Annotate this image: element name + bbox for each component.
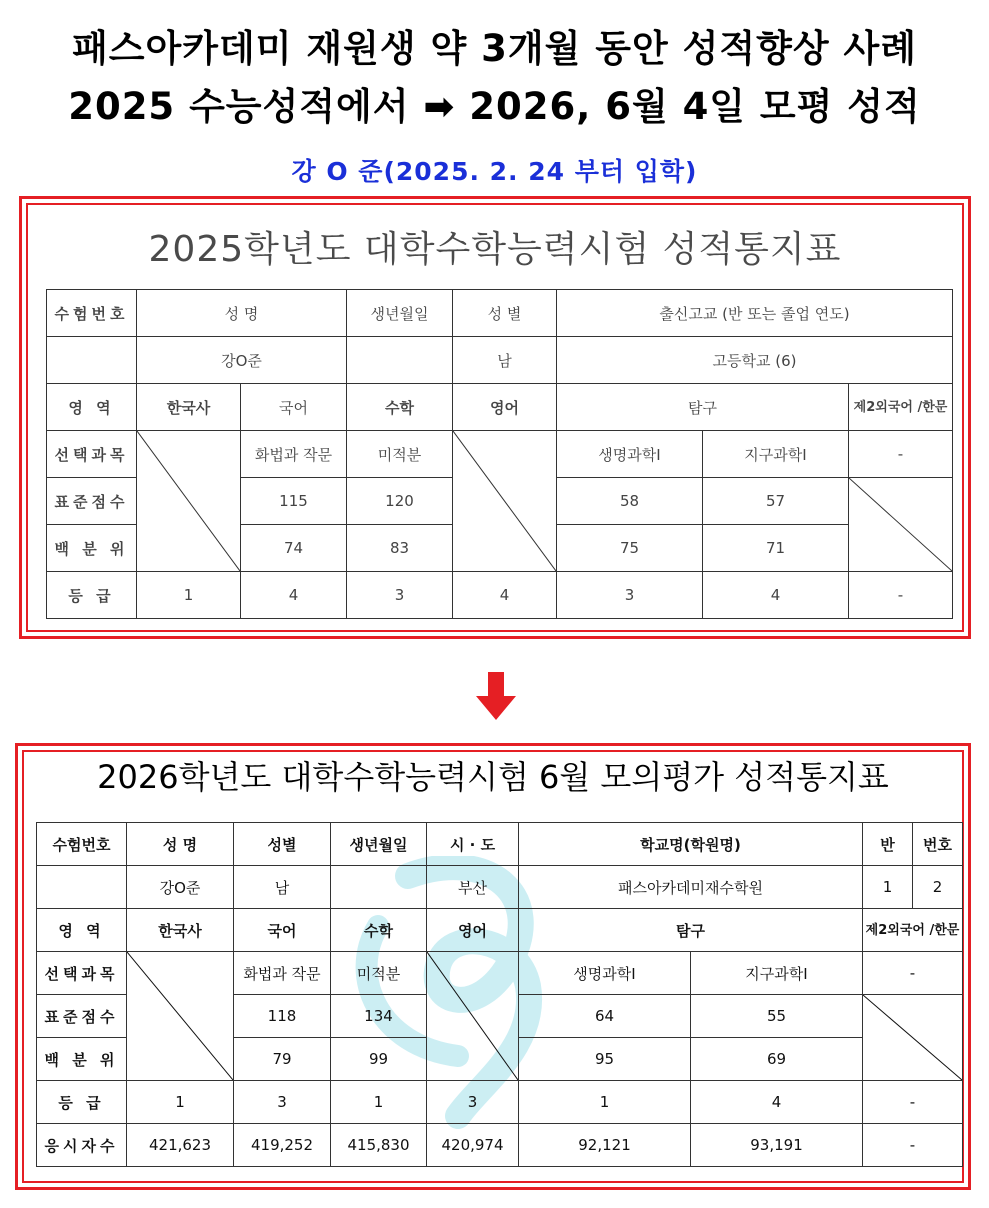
row-label-takers: 응시자수: [37, 1124, 127, 1167]
table-row: [37, 823, 963, 866]
header-number: 번호: [913, 823, 963, 866]
elective-math: 미적분: [347, 431, 453, 478]
report-2026-frame: [15, 743, 971, 1190]
headline-title: 패스아카데미 재원생 약 3개월 동안 성적향상 사례: [72, 27, 917, 70]
percentile-inquiry-1: 95: [519, 1038, 691, 1081]
info-exam-no: [47, 337, 137, 384]
info-school: 패스아카데미재수학원: [519, 866, 863, 909]
percentile-korean: 74: [241, 525, 347, 572]
info-school: 고등학교 (6): [557, 337, 953, 384]
info-gender: 남: [453, 337, 557, 384]
subject-english: 영어: [427, 909, 519, 952]
grade-inquiry-2: 4: [703, 572, 849, 619]
english-diagonal-cell: [427, 952, 519, 1081]
info-name: 강O준: [127, 866, 234, 909]
info-birth: [347, 337, 453, 384]
info-number: 2: [913, 866, 963, 909]
subject-math: 수학: [331, 909, 427, 952]
info-region: 부산: [427, 866, 519, 909]
grade-history: 1: [127, 1081, 234, 1124]
table-row: [47, 572, 953, 619]
info-gender: 남: [234, 866, 331, 909]
elective-second-lang: -: [849, 431, 953, 478]
info-name: 강O준: [137, 337, 347, 384]
row-label-grade: 등 급: [47, 572, 137, 619]
subject-second-lang: 제2외국어 /한문: [863, 909, 963, 952]
standard-korean: 115: [241, 478, 347, 525]
standard-inquiry-2: 55: [691, 995, 863, 1038]
elective-korean: 화법과 작문: [241, 431, 347, 478]
header-school: 출신고교 (반 또는 졸업 연도): [557, 290, 953, 337]
down-arrow-icon: [476, 672, 516, 720]
table-row: [37, 909, 963, 952]
percentile-inquiry-1: 75: [557, 525, 703, 572]
percentile-math: 99: [331, 1038, 427, 1081]
info-birth: [331, 866, 427, 909]
grade-math: 1: [331, 1081, 427, 1124]
grade-english: 3: [427, 1081, 519, 1124]
row-label-percentile: 백 분 위: [47, 525, 137, 572]
grade-history: 1: [137, 572, 241, 619]
report-2025-frame: [19, 196, 971, 639]
takers-english: 420,974: [427, 1124, 519, 1167]
elective-inquiry-2: 지구과학Ⅰ: [703, 431, 849, 478]
subject-second-lang: 제2외국어 /한문: [849, 384, 953, 431]
header-region: 시 · 도: [427, 823, 519, 866]
second-lang-diagonal-cell: [849, 478, 953, 572]
elective-inquiry-1: 생명과학Ⅰ: [519, 952, 691, 995]
grade-korean: 4: [241, 572, 347, 619]
headline-subtitle: 2025 수능성적에서 ➡ 2026, 6월 4일 모평 성적: [68, 85, 921, 128]
elective-korean: 화법과 작문: [234, 952, 331, 995]
standard-inquiry-2: 57: [703, 478, 849, 525]
takers-math: 415,830: [331, 1124, 427, 1167]
grade-second-lang: -: [863, 1081, 963, 1124]
row-label-elective: 선택과목: [47, 431, 137, 478]
row-label-area: 영 역: [47, 384, 137, 431]
takers-inquiry-2: 93,191: [691, 1124, 863, 1167]
header-name: 성 명: [137, 290, 347, 337]
elective-inquiry-2: 지구과학Ⅰ: [691, 952, 863, 995]
info-class: 1: [863, 866, 913, 909]
grade-inquiry-1: 3: [557, 572, 703, 619]
elective-second-lang: -: [863, 952, 963, 995]
percentile-inquiry-2: 69: [691, 1038, 863, 1081]
header-birth: 생년월일: [347, 290, 453, 337]
header-exam-no: 수험번호: [37, 823, 127, 866]
subject-english: 영어: [453, 384, 557, 431]
standard-math: 120: [347, 478, 453, 525]
table-row: [37, 1081, 963, 1124]
standard-korean: 118: [234, 995, 331, 1038]
grade-second-lang: -: [849, 572, 953, 619]
subject-korean: 국어: [234, 909, 331, 952]
table-row: [37, 1124, 963, 1167]
header-exam-no: 수험번호: [47, 290, 137, 337]
grade-math: 3: [347, 572, 453, 619]
history-diagonal-cell: [127, 952, 234, 1081]
table-row: [47, 290, 953, 337]
header-gender: 성 별: [453, 290, 557, 337]
report-2025-title: 2025학년도 대학수학능력시험 성적통지표: [148, 229, 842, 270]
table-row: [47, 384, 953, 431]
takers-korean: 419,252: [234, 1124, 331, 1167]
subject-inquiry: 탐구: [519, 909, 863, 952]
percentile-math: 83: [347, 525, 453, 572]
header-school: 학교명(학원명): [519, 823, 863, 866]
subject-math: 수학: [347, 384, 453, 431]
student-caption: 강 O 준(2025. 2. 24 부터 입학): [291, 157, 698, 186]
row-label-standard: 표준점수: [47, 478, 137, 525]
standard-math: 134: [331, 995, 427, 1038]
table-row: [47, 431, 953, 478]
percentile-inquiry-2: 71: [703, 525, 849, 572]
standard-inquiry-1: 58: [557, 478, 703, 525]
table-row: [37, 952, 963, 995]
grade-english: 4: [453, 572, 557, 619]
elective-math: 미적분: [331, 952, 427, 995]
header-gender: 성별: [234, 823, 331, 866]
second-lang-diagonal-cell: [863, 995, 963, 1081]
report-2026-table: [36, 822, 963, 1167]
table-row: [47, 337, 953, 384]
report-2026-title: 2026학년도 대학수학능력시험 6월 모의평가 성적통지표: [97, 758, 889, 796]
table-row: [37, 866, 963, 909]
row-label-standard: 표준점수: [37, 995, 127, 1038]
subject-history: 한국사: [137, 384, 241, 431]
standard-inquiry-1: 64: [519, 995, 691, 1038]
report-2025-table: [46, 289, 953, 619]
row-label-area: 영 역: [37, 909, 127, 952]
takers-second-lang: -: [863, 1124, 963, 1167]
subject-korean: 국어: [241, 384, 347, 431]
grade-inquiry-2: 4: [691, 1081, 863, 1124]
row-label-percentile: 백 분 위: [37, 1038, 127, 1081]
takers-history: 421,623: [127, 1124, 234, 1167]
takers-inquiry-1: 92,121: [519, 1124, 691, 1167]
subject-history: 한국사: [127, 909, 234, 952]
header-birth: 생년월일: [331, 823, 427, 866]
row-label-grade: 등 급: [37, 1081, 127, 1124]
grade-korean: 3: [234, 1081, 331, 1124]
elective-inquiry-1: 생명과학Ⅰ: [557, 431, 703, 478]
grade-inquiry-1: 1: [519, 1081, 691, 1124]
row-label-elective: 선택과목: [37, 952, 127, 995]
subject-inquiry: 탐구: [557, 384, 849, 431]
info-exam-no: [37, 866, 127, 909]
percentile-korean: 79: [234, 1038, 331, 1081]
header-class: 반: [863, 823, 913, 866]
english-diagonal-cell: [453, 431, 557, 572]
header-name: 성 명: [127, 823, 234, 866]
history-diagonal-cell: [137, 431, 241, 572]
